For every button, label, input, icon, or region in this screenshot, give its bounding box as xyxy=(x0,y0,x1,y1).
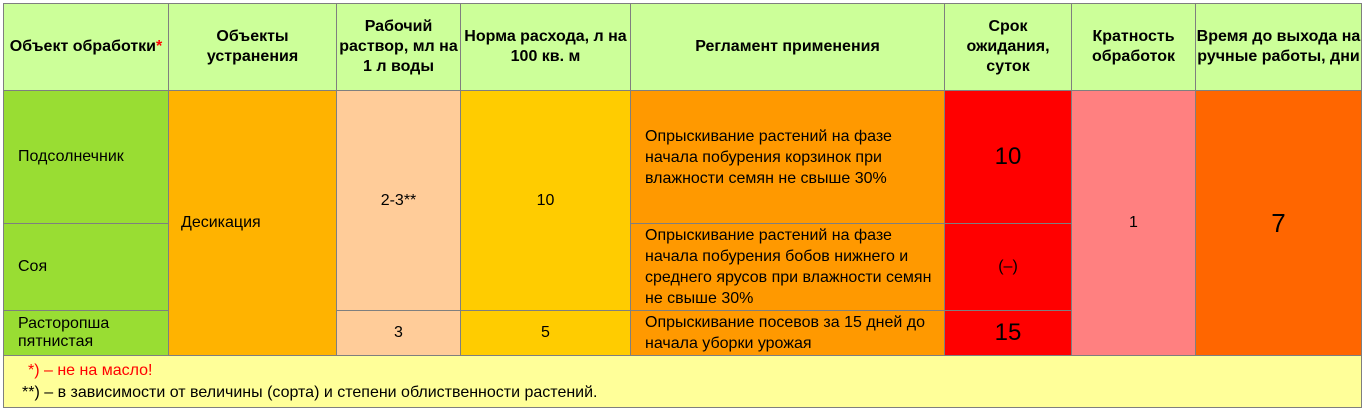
footer-row xyxy=(4,356,1362,408)
header-row xyxy=(4,4,1362,91)
regulation-cell: Опрыскивание растений на фазе начала побурения бобов нижнего и среднего ярусов при влажности семян не свыше 30% xyxy=(631,224,945,311)
footnote-2: **) – в зависимости от величины (сорта) и степени облиственности растений. xyxy=(22,383,598,401)
footnote-1: *) – не на масло! xyxy=(28,361,153,379)
table-row xyxy=(4,91,1362,224)
header-waiting: Срок ожидания, суток xyxy=(945,4,1072,91)
header-rate: Норма расхода, л на 100 кв. м xyxy=(461,4,631,91)
header-regulation: Регламент применения xyxy=(631,4,945,91)
multiplicity-cell: 1 xyxy=(1072,91,1196,356)
header-solution: Рабочий раствор, мл на 1 л воды xyxy=(337,4,461,91)
solution-cell: 3 xyxy=(337,311,461,356)
object-cell: Расторопша пятнистая xyxy=(4,311,169,356)
waiting-cell: 15 xyxy=(945,311,1072,356)
target-cell: Десикация xyxy=(169,91,337,356)
footnotes xyxy=(4,356,1362,408)
treatment-table xyxy=(3,3,1362,408)
header-days: Время до выхода на ручные работы, дни xyxy=(1196,4,1362,91)
header-target: Объекты устранения xyxy=(169,4,337,91)
solution-cell: 2-3** xyxy=(337,91,461,311)
object-cell: Соя xyxy=(4,224,169,311)
header-object xyxy=(4,4,169,91)
waiting-cell: 10 xyxy=(945,91,1072,224)
regulation-cell: Опрыскивание растений на фазе начала побурения корзинок при влажности семян не свыше 30% xyxy=(631,91,945,224)
header-object-label: Объект обработки xyxy=(9,38,156,55)
waiting-cell: (–) xyxy=(945,224,1072,311)
regulation-cell: Опрыскивание посевов за 15 дней до начала уборки урожая xyxy=(631,311,945,356)
footnote-mark: * xyxy=(156,38,163,55)
days-cell: 7 xyxy=(1196,91,1362,356)
rate-cell: 5 xyxy=(461,311,631,356)
object-cell: Подсолнечник xyxy=(4,91,169,224)
header-multiplicity: Кратность обработок xyxy=(1072,4,1196,91)
rate-cell: 10 xyxy=(461,91,631,311)
